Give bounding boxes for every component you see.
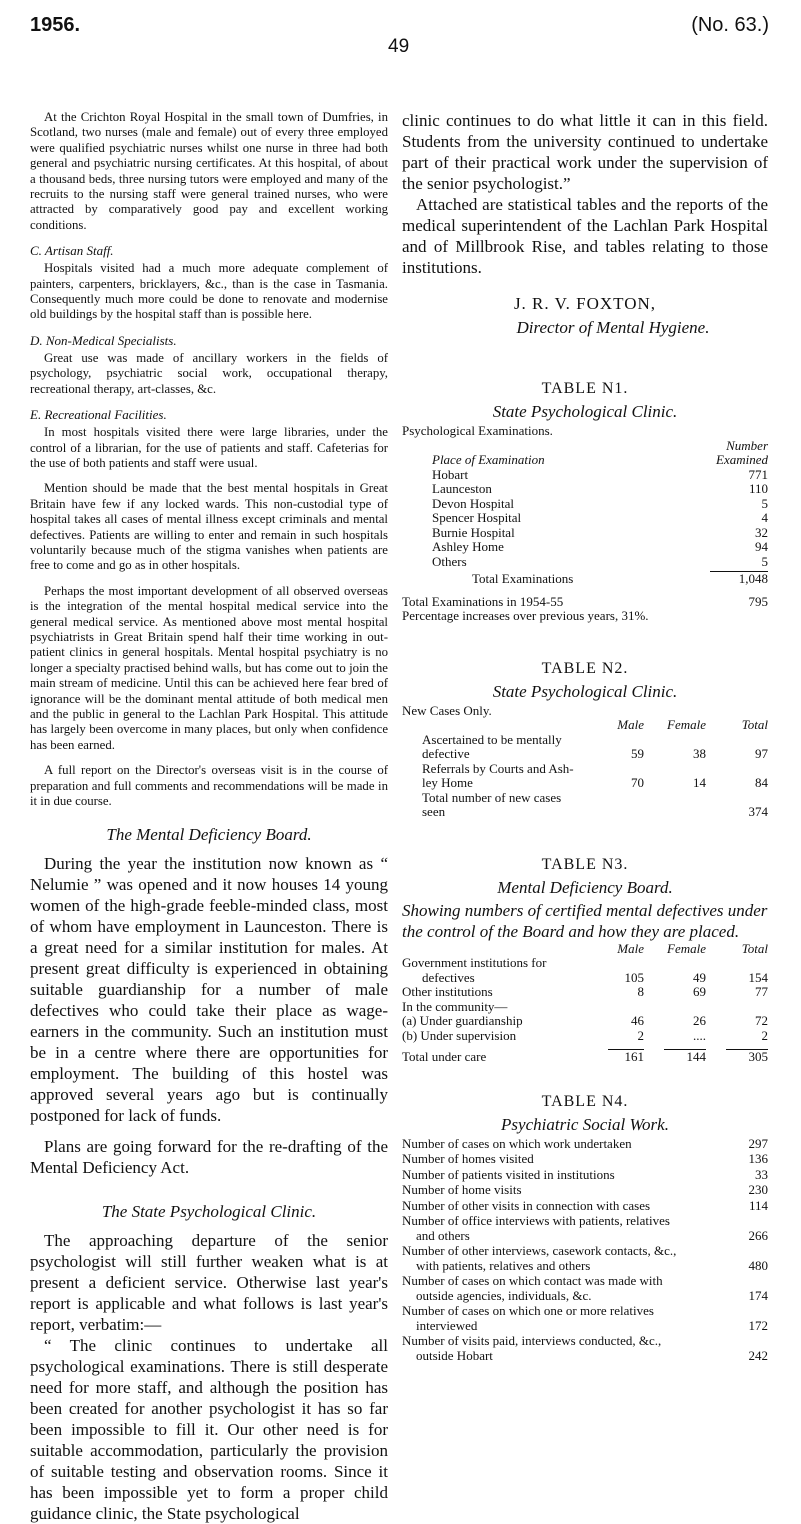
table-n1-rows [432,468,768,570]
table-n1-total-value: 1,048 [710,571,768,587]
signatory-title: Director of Mental Hygiene. [516,318,710,337]
row-label-line1: Ascertained to be mentally [422,731,562,747]
col-female: Female [667,717,706,732]
cell-female: 69 [693,984,706,999]
col-female: Female [667,940,706,956]
table-n4-row [402,1274,768,1303]
table-n4-title: TABLE N4. [541,1092,629,1110]
cell-total: 305 [726,1049,768,1065]
number-cell: 771 [748,466,768,482]
table-n2-row-3 [422,791,768,820]
table-n4-row [402,1168,768,1183]
table-n1-total-label: Total Examinations [472,571,574,586]
attached-paragraph: Attached are statistical tables and the reports of the medical superintendent of the Lachlan Park Hospital and of Millbrook Rise, and tables relating to those institutions. [402,195,768,277]
place-cell: Spencer Hospital [432,510,522,525]
cell-female: 49 [693,969,706,985]
mental-deficiency-heading: The Mental Deficiency Board. [106,825,312,845]
number-cell: 4 [761,510,768,525]
left-column [30,110,388,1524]
number-cell: 110 [748,481,768,496]
table-n3-subtitle: Mental Deficiency Board. [497,877,673,897]
row-label-line: Number of other visits in connection with cases [402,1197,651,1213]
right-column [402,110,768,1364]
table-n2-subtitle: State Psychological Clinic. [492,681,678,701]
table-n4-row [402,1137,768,1152]
row-label: Other institutions [402,984,493,999]
row-label-line2: defectives [422,969,475,985]
table-n1-section: Psychological Examinations. [402,423,553,438]
signature-block [402,292,768,340]
row-label: Total under care [402,1049,487,1064]
table-n2-title: TABLE N2. [541,659,629,677]
table-n3-total [402,1049,768,1065]
year-label: 1956. [30,14,81,36]
row-label-line: Number of cases on which contact was made with [402,1273,663,1288]
recreational-p4: A full report on the Director's overseas visit is in the course of preparation and full comments and recommendations will be made in it in due course. [30,763,388,809]
row-label-line: outside Hobart [416,1347,493,1363]
row-label-line: Number of cases on which work undertaken [402,1135,632,1151]
row-label-line: and others [416,1227,470,1243]
cell-total: 72 [755,1013,768,1028]
place-cell: Devon Hospital [432,495,514,511]
artisan-staff-text: Hospitals visited had a much more adequate complement of painters, carpenters, bricklayers, &c., than is the case in Tasmania. Consequently much more could be done to renovate and modernise old buildings by the hospital staff than is possible here. [30,261,388,322]
row-label-line: Number of office interviews with patients, relatives [402,1213,670,1228]
table-n2 [402,660,768,820]
row-label-line: interviewed [416,1317,478,1333]
value-cell: 266 [748,1227,768,1243]
issue-label: (No. 63.) [691,14,769,36]
col-number-header-line1: Number [726,437,768,453]
value-cell: 480 [748,1257,768,1273]
table-n3 [402,856,768,1065]
cell-total: 154 [748,969,768,985]
cell-female: .... [693,1027,706,1043]
mental-deficiency-p1: During the year the institution now known as “ Nelumie ” was opened and it now houses 14 young women of the high-grade feeble-minded class, most of whom have employment in Launceston. There is a great need for a similar institution for males. At present great difficulty is experienced in obtaining suitable guardianship for a number of male defectives who could take their place as wage-earners in the community. Such an institution must be in a centre where there are opportunities for employment. The building of this hostel was approved several years ago but is continually postponed for lack of funds. [30,854,388,1126]
cell-total: 84 [755,775,768,790]
page-header [0,0,801,110]
table-n1-subtitle: State Psychological Clinic. [492,402,678,421]
table-n4-row [402,1183,768,1198]
recreational-p2: Mention should be made that the best mental hospitals in Great Britain have few if any locked wards. This non-custodial type of hospital takes all cases of mental illness except criminals and mental defectives. Patients are willing to enter and remain in such hospitals voluntarily because much of the stigma vanishes when patients are free to come and go as in other hospitals. [30,481,388,573]
number-cell: 94 [755,539,768,554]
col-number-header [716,439,768,468]
cell-female: 14 [693,775,706,790]
value-cell: 230 [748,1182,768,1197]
row-label-line: Number of visits paid, interviews conducted, &c., [402,1333,662,1348]
place-cell: Others [432,553,467,569]
page-number: 49 [388,36,410,57]
cell-male: 8 [637,984,644,999]
place-cell: Hobart [432,466,469,482]
table-n4-row [402,1199,768,1214]
cell-male: 161 [608,1049,644,1065]
cell-male: 46 [631,1013,644,1028]
value-cell: 174 [748,1287,768,1303]
row-label-line2: defective [422,746,470,761]
table-n1-prev-label: Total Examinations in 1954-55 [402,593,564,609]
table-n3-community-label: In the community— [402,998,508,1014]
value-cell: 242 [748,1347,768,1363]
table-n1-row [432,482,768,497]
table-n4-row [402,1304,768,1333]
table-n3-row-1 [402,956,768,985]
cell-male: 2 [637,1027,644,1043]
table-n3-row-3a [402,1014,768,1029]
table-n4-subtitle: Psychiatric Social Work. [501,1114,669,1134]
col-place-header: Place of Examination [432,452,545,467]
table-n2-row-1 [422,733,768,762]
artisan-staff-heading: C. Artisan Staff. [30,243,114,259]
cell-total: 77 [755,984,768,999]
table-n4 [402,1093,768,1364]
mental-deficiency-p2: Plans are going forward for the re-drafting of the Mental Deficiency Act. [30,1137,388,1178]
table-n1-title: TABLE N1. [541,380,629,397]
table-n2-row-2 [422,762,768,791]
table-n2-section: New Cases Only. [402,702,492,718]
col-number-header-line2: Examined [716,452,768,467]
row-label-line: Number of other interviews, casework contacts, &c., [402,1243,677,1258]
state-clinic-heading: The State Psychological Clinic. [101,1202,317,1222]
table-n1-prev [402,595,768,610]
table-n1-percentage: Percentage increases over previous years, 31%. [402,608,649,623]
value-cell: 136 [748,1151,768,1166]
table-n3-description: Showing numbers of certified mental defectives under the control of the Board and how they are placed. [402,900,768,941]
value-cell: 33 [755,1166,768,1182]
cell-female: 26 [693,1013,706,1028]
table-n1-row [432,540,768,555]
col-total: Total [741,717,768,732]
table-n4-rows [402,1137,768,1364]
recreational-p3: Perhaps the most important development of all observed overseas is the integration of the mental hospital medical service into the general medical service. As mentioned above most mental hospital psychiatrists in Great Britain spend half their time working in out-patient clinics in general hospitals. Mental hospital psychiatry is no longer a specialty practised behind walls, but has come out to join the main stream of medicine. Until this can be achieved here fear bred of ignorance will be the dominant mental attitude of both medical men and the public in general to the Lachlan Park Hospital. This attitude has largely been overcome in many places, but only when confidence has been earned. [30,583,388,752]
row-label-line1: Total number of new cases [422,789,562,805]
row-label: (a) Under guardianship [402,1013,523,1028]
cell-female: 144 [664,1049,706,1065]
continued-paragraph: clinic continues to do what little it can in this field. Students from the university continued to undertake part of their practical work under the supervision of the senior psychologist.” [402,111,768,193]
recreational-heading: E. Recreational Facilities. [30,407,167,423]
non-medical-heading: D. Non-Medical Specialists. [30,332,177,348]
number-cell: 5 [761,553,768,569]
table-n1-row [432,468,768,483]
table-n1 [402,380,768,624]
table-n4-row [402,1334,768,1363]
row-label-line1: Referrals by Courts and Ash- [422,760,574,776]
row-label-line2: ley Home [422,775,473,790]
recreational-p1: In most hospitals visited there were large libraries, under the control of a librarian, for the use of patients and staff. Cafeterias for the use of both patients and staff were usual. [30,425,388,470]
table-n3-row-3b [402,1029,768,1044]
row-label-line: Number of home visits [402,1182,522,1197]
col-male: Male [617,717,644,732]
row-label: (b) Under supervision [402,1027,517,1043]
table-n1-row [432,555,768,570]
cell-female: 38 [693,746,706,761]
table-n1-prev-value: 795 [748,593,768,609]
value-cell: 114 [748,1197,768,1213]
row-label-line: with patients, relatives and others [416,1257,591,1273]
signatory-name: J. R. V. FOXTON, [513,294,657,313]
row-label-line1: Government institutions for [402,955,547,970]
table-n4-row [402,1152,768,1167]
number-cell: 5 [761,495,768,511]
table-n4-row [402,1244,768,1273]
number-cell: 32 [755,524,768,540]
col-male: Male [617,940,644,956]
table-n4-row [402,1214,768,1243]
table-n1-header [432,439,768,468]
row-label-line: outside agencies, individuals, &c. [416,1287,592,1303]
place-cell: Ashley Home [432,539,504,554]
table-n2-header [402,718,768,733]
row-label-line: Number of homes visited [402,1151,534,1166]
cell-total: 374 [748,804,768,819]
table-n1-row [432,526,768,541]
cell-male: 70 [631,775,644,790]
cell-total: 2 [761,1027,768,1043]
col-total: Total [741,940,768,956]
place-cell: Burnie Hospital [432,524,515,540]
cell-male: 105 [624,969,644,985]
table-n1-row [432,497,768,512]
row-label-line: Number of patients visited in institutions [402,1166,615,1182]
table-n1-row [432,511,768,526]
non-medical-text: Great use was made of ancillary workers in the fields of psychology, psychiatric social work, occupational therapy, recreational therapy, art-classes, &c. [30,350,388,396]
intro-paragraph: At the Crichton Royal Hospital in the small town of Dumfries, in Scotland, two nurses (male and female) out of every three employed were qualified psychiatric nurses whilst one nurse in three had both general and psychiatric nursing certificates. At this hospital, of about a thousand beds, three nursing tutors were employed and many of the recruits to the nursing staff were general trained nurses, who were attracted by comparatively good pay and excellent working conditions. [30,110,388,232]
table-n3-header [402,942,768,957]
place-cell: Launceston [432,481,492,496]
value-cell: 172 [748,1317,768,1333]
cell-total: 97 [755,746,768,761]
row-label-line: Number of cases on which one or more relatives [402,1303,654,1318]
table-n3-title: TABLE N3. [541,855,629,873]
table-n3-row-2 [402,985,768,1000]
state-clinic-p2: “ The clinic continues to undertake all psychological examinations. There is still desperate need for more staff, and although the position has been created for another psychologist it has so far been impossible to fill it. Our other need is for suitable accommodation, particularly the provision of suitable testing and observation rooms. Since it has been impossible yet to form a proper child guidance clinic, the State psychological [30,1336,388,1524]
table-n1-total [472,571,768,587]
value-cell: 297 [748,1135,768,1151]
state-clinic-p1: The approaching departure of the senior psychologist will still further weaken what is at present a deficient service. Otherwise last year's report is applicable and what follows is last year's report, verbatim:— [30,1231,388,1335]
row-label-line2: seen [422,804,446,819]
cell-male: 59 [631,746,644,761]
